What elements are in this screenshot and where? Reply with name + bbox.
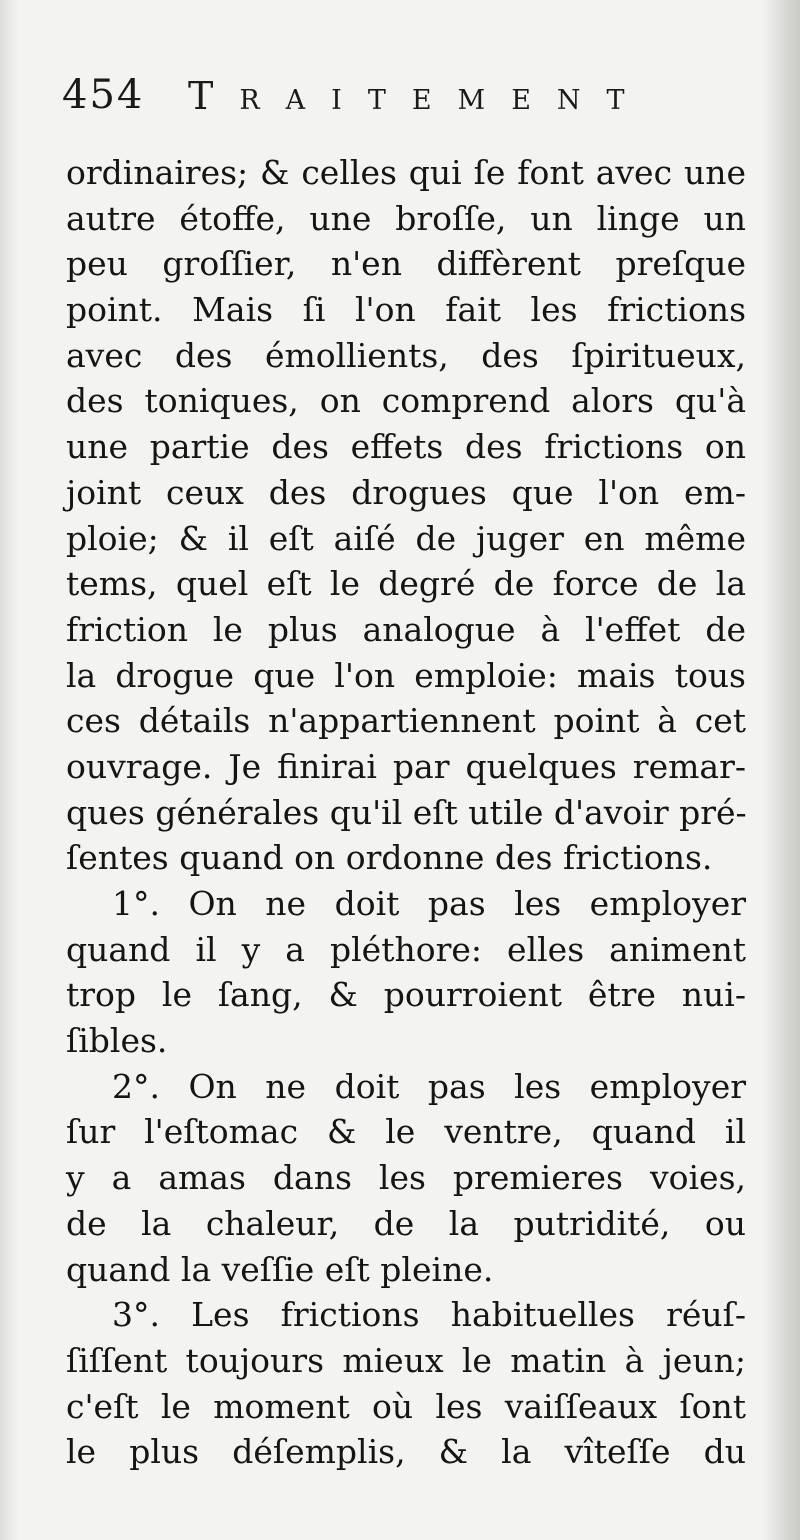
text-line: ques générales qu'il eſt utile d'avoir pré- bbox=[66, 792, 747, 832]
text-line: ſiſſent toujours mieux le matin à jeun; bbox=[66, 1340, 746, 1380]
text-line: quand il y a pléthore: elles animent bbox=[66, 929, 746, 969]
page-number: 454 bbox=[62, 72, 145, 118]
text-line: autre étoffe, une broſſe, un linge un bbox=[66, 198, 746, 238]
text-line: ſentes quand on ordonne des frictions. bbox=[66, 838, 713, 878]
page-gutter-shadow bbox=[0, 0, 18, 1540]
text-line: une partie des effets des frictions on bbox=[66, 427, 746, 467]
text-line: ſur l'eſtomac & le ventre, quand il bbox=[66, 1112, 746, 1152]
text-line: 3°. Les frictions habituelles réuſ- bbox=[112, 1295, 746, 1335]
text-line: 2°. On ne doit pas les employer bbox=[112, 1066, 746, 1106]
text-line: ploie; & il eſt aiſé de juger en même bbox=[66, 518, 746, 558]
text-line: y a amas dans les premieres voies, bbox=[66, 1158, 746, 1198]
body-text bbox=[66, 150, 746, 1475]
text-line: trop le ſang, & pourroient être nui- bbox=[66, 975, 746, 1015]
text-line: friction le plus analogue à l'effet de bbox=[66, 609, 746, 649]
text-line: ces détails n'appartiennent point à cet bbox=[66, 701, 746, 741]
text-line: ordinaires; & celles qui ſe font avec une bbox=[66, 153, 746, 192]
text-line: des toniques, on comprend alors qu'à bbox=[66, 381, 746, 421]
text-line: de la chaleur, de la putridité, ou bbox=[66, 1203, 746, 1243]
text-line: point. Mais ſi l'on fait les frictions bbox=[66, 290, 746, 330]
text-line: le plus déſemplis, & la vîteſſe du bbox=[66, 1432, 746, 1472]
text-line: quand la veſſie eſt pleine. bbox=[66, 1249, 494, 1289]
text-line: peu groſſier, n'en diffèrent preſque bbox=[66, 244, 746, 284]
text-line: tems, quel eſt le degré de force de la bbox=[66, 564, 746, 604]
page-edge-shadow bbox=[762, 0, 800, 1540]
text-line: la drogue que l'on emploie: mais tous bbox=[66, 655, 746, 695]
running-title: Traitement bbox=[188, 74, 651, 118]
page-header bbox=[62, 72, 752, 132]
text-line: ouvrage. Je finirai par quelques remar- bbox=[66, 746, 746, 786]
text-line: c'eſt le moment où les vaiſſeaux ſont bbox=[66, 1386, 746, 1426]
text-line: ſibles. bbox=[66, 1021, 168, 1061]
text-line: avec des émollients, des ſpiritueux, bbox=[66, 335, 746, 375]
text-line: joint ceux des drogues que l'on em- bbox=[66, 472, 746, 512]
text-line: 1°. On ne doit pas les employer bbox=[112, 884, 746, 923]
